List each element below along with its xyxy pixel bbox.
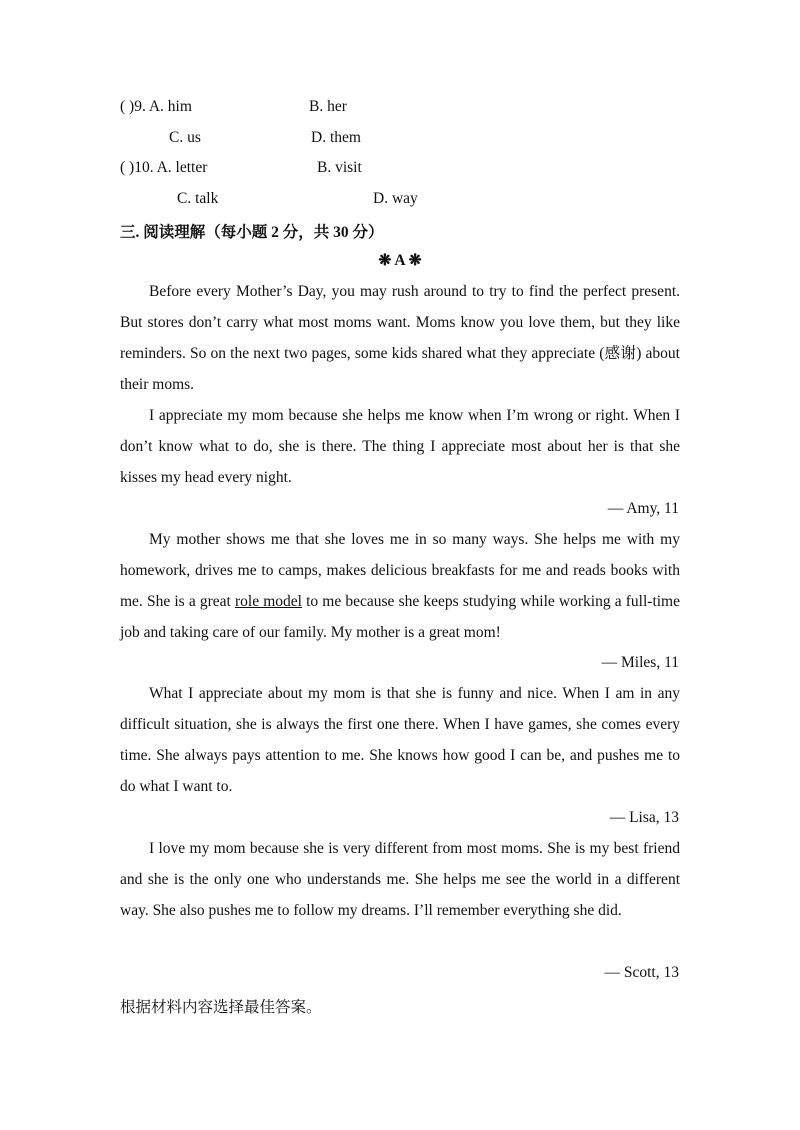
question-number: 9. [134, 98, 146, 115]
option-d: D. way [373, 190, 418, 207]
question-9 [120, 98, 192, 116]
passage-scott: I love my mom because she is very different from most moms. She is my best friend and she is the only one who understands me. She helps me see the world in a different way. She also pushes me to follow my dreams. I’ll remember everything she did. [120, 840, 680, 919]
option-a: A. letter [156, 159, 208, 176]
signature-miles: — Miles, 11 [601, 654, 679, 671]
signature-lisa: — Lisa, 13 [609, 809, 679, 826]
underlined-term: role model [234, 593, 302, 610]
section-heading: 三. 阅读理解（每小题 2 分，共 30 分） [120, 224, 384, 241]
passage-amy: I appreciate my mom because she helps me know when I’m wrong or right. When I don’t know what to do, she is there. The thing I appreciate most about her is that she kisses my head every night. [120, 407, 680, 486]
question-10 [120, 159, 207, 177]
question-number: 10. [134, 159, 154, 176]
option-c: C. talk [177, 190, 219, 207]
footer-instruction: 根据材料内容选择最佳答案。 [120, 999, 322, 1016]
option-b: B. her [309, 98, 347, 115]
answer-blank: ( ) [120, 98, 135, 115]
option-a: A. him [148, 98, 192, 115]
passage-label: ❋ A ❋ [378, 252, 422, 269]
signature-scott: — Scott, 13 [604, 964, 679, 981]
passage-intro: Before every Mother’s Day, you may rush around to try to find the perfect present. But stores don’t carry what most moms want. Moms know you love them, but they like reminders. So on the next two pages, some kids shared what they appreciate (感谢) about their moms. [120, 283, 680, 393]
answer-blank: ( ) [120, 159, 135, 176]
option-b: B. visit [317, 159, 362, 176]
passage-text: My mother shows me that she loves me in so many ways. She helps me with my homework, drives me to camps, makes delicious breakfasts for me and reads books with me. She is a great [120, 531, 680, 610]
option-c: C. us [169, 129, 201, 146]
option-d: D. them [311, 129, 361, 146]
passage-lisa: What I appreciate about my mom is that she is funny and nice. When I am in any difficult situation, she is always the first one there. When I have games, she comes every time. She always pays attention to me. She knows how good I can be, and pushes me to do what I want to. [120, 685, 680, 795]
passage-miles [120, 524, 680, 648]
passage-text: to me because she keeps studying while working a full-time job and taking care of our family. My mother is a great mom! [120, 593, 680, 641]
signature-amy: — Amy, 11 [607, 500, 679, 517]
